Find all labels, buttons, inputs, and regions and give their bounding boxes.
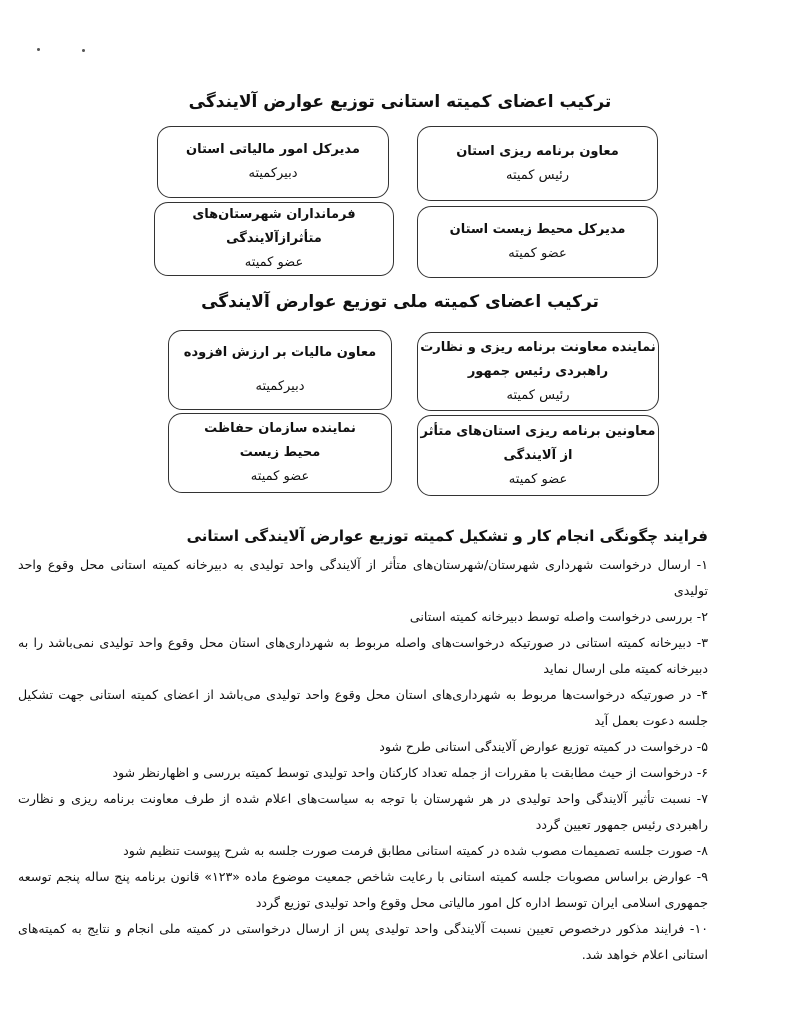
box-position: دبیرکمیته [248, 166, 298, 181]
box-role: نماینده معاونت برنامه ریزی و نظارت [420, 339, 656, 355]
process-step-7: ۷- نسبت تأثیر آلایندگی واحد تولیدی در هر شهرستان با توجه به سیاست‌های اعلام شده از طرف معاونت برنامه ریزی و نظارت راهبردی رئیس جمهور تعیین گردد [18, 791, 708, 832]
process-step-4: ۴- در صورتیکه درخواست‌ها مربوط به شهرداری‌های استان محل وقوع واحد تولیدی می‌باشد از اعضای کمیته استانی جهت تشکیل جلسه دعوت بعمل آید [18, 687, 708, 728]
box-role-cont: محیط زیست [239, 445, 321, 460]
national-committee-title: ترکیب اعضای کمیته ملی توزیع عوارض آلایندگی [201, 292, 599, 312]
process-step-10: ۱۰- فرایند مذکور درخصوص تعیین نسبت آلایندگی واحد تولیدی پس از ارسال درخواستی در کمیته ملی انجام و نتایج به کمیته‌های استانی اعلام خواهد شد. [18, 921, 708, 962]
scan-speck [37, 48, 40, 51]
box-role: معاونین برنامه ریزی استان‌های متأثر [420, 423, 656, 439]
box-role-cont: از آلایندگی [503, 447, 573, 463]
process-step-5: ۵- درخواست در کمیته توزیع عوارض آلایندگی استانی طرح شود [379, 739, 708, 754]
process-step-3: ۳- دبیرخانه کمیته استانی در صورتیکه درخواست‌های واصله مربوط به شهرداری‌های استان محل وقوع واحد تولیدی نمی‌باشد را به دبیرخانه کمیته ملی ارسال نماید [18, 635, 708, 676]
provincial-box-environment [417, 206, 658, 278]
process-step-8: ۸- صورت جلسه تصمیمات مصوب شده در کمیته استانی مطابق فرمت صورت جلسه به شرح پیوست تنظیم شود [123, 843, 708, 858]
box-role: نماینده سازمان حفاظت [204, 421, 356, 436]
provincial-box-head [417, 126, 658, 201]
provincial-box-governors [154, 202, 394, 276]
box-position: دبیرکمیته [255, 379, 305, 394]
process-heading: فرایند چگونگی انجام کار و تشکیل کمیته توزیع عوارض آلایندگی استانی [186, 527, 708, 545]
national-box-environment [168, 413, 392, 493]
box-role: معاون مالیات بر ارزش افزوده [183, 345, 377, 360]
box-role: معاون برنامه ریزی استان [456, 143, 619, 159]
provincial-committee-title: ترکیب اعضای کمیته استانی توزیع عوارض آلایندگی [188, 92, 612, 112]
box-role-cont: راهبردی رئیس جمهور [467, 363, 609, 379]
box-position: رئیس کمیته [505, 167, 570, 183]
process-list [18, 552, 708, 968]
box-position: عضو کمیته [250, 469, 310, 484]
box-position: عضو کمیته [508, 246, 567, 261]
box-role: فرمانداران شهرستان‌های متأثرازآلایندگی [192, 207, 356, 246]
process-step-6: ۶- درخواست از حیث مطابقت با مقررات از جمله تعداد کارکنان واحد تولیدی توسط کمیته بررسی و اظهارنظر شود [112, 765, 708, 780]
box-position: رئیس کمیته [506, 387, 570, 403]
process-step-1: ۱- ارسال درخواست شهرداری شهرستان/شهرستان‌های متأثر از آلایندگی واحد تولیدی به دبیرخانه کمیته استانی محل وقوع واحد تولیدی [18, 557, 708, 598]
box-position: عضو کمیته [244, 255, 304, 270]
box-role: مدیرکل امور مالیاتی استان [186, 142, 360, 157]
box-role: مدیرکل محیط زیست استان [449, 222, 626, 237]
national-box-secretary [168, 330, 392, 410]
provincial-box-secretary [157, 126, 389, 198]
box-position: عضو کمیته [508, 471, 568, 487]
national-box-provinces [417, 415, 659, 496]
process-step-9: ۹- عوارض براساس مصوبات جلسه کمیته استانی با رعایت شاخص جمعیت موضوع ماده «۱۲۳» قانون برنامه پنج ساله پنجم توسعه جمهوری اسلامی ایران توسط اداره کل امور مالیاتی محل وقوع واحد تولیدی توزیع گردد [18, 869, 708, 910]
process-step-2: ۲- بررسی درخواست واصله توسط دبیرخانه کمیته استانی [409, 609, 708, 624]
scan-speck [82, 49, 85, 52]
national-box-head [417, 332, 659, 411]
